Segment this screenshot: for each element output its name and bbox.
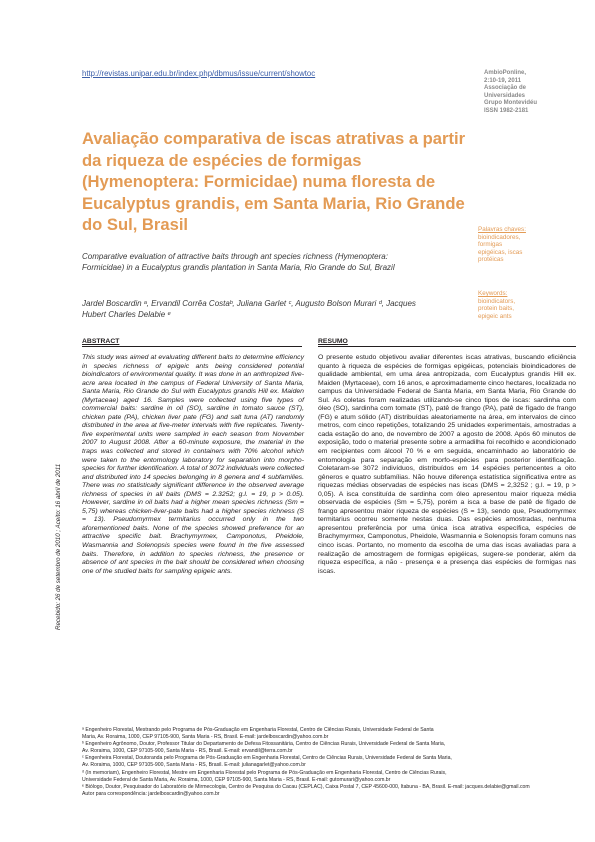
keyword: protein baits, [478, 305, 515, 313]
keyword: epigéicas, iscas [478, 248, 523, 256]
journal-line: Universidades [484, 92, 526, 99]
resumo-divider [318, 346, 576, 347]
issue-toc-link[interactable]: http://revistas.unipar.edu.br/index.php/dbmus/issue/current/showtoc [82, 69, 316, 78]
abstract-divider [82, 346, 302, 347]
keywords-pt [478, 226, 578, 264]
footnote-line: ᵃ Engenheiro Florestal, Mestrando pelo Programa de Pós-Graduação em Engenharia Florestal, Centro de Ciências Rurais, Universidade Federal de Santa [82, 727, 434, 733]
journal-line: 2:10-19, 2011 [484, 77, 522, 84]
author-list: Jardel Boscardin ᵃ, Ervandil Corrêa Costaᵇ, Juliana Garlet ᶜ, Augusto Bolson Murari ᵈ, Jacques Hubert Charles Delabie ᵉ [82, 299, 416, 319]
footnote-line: ᵇ Engenheiro Agrônomo, Doutor, Professor Titular do Departamento de Defesa Fitossanitária, Centro de Ciências Rurais, Universidade Federal de Santa Maria, [82, 741, 446, 748]
abstract-heading: ABSTRACT [82, 338, 120, 345]
keyword: formigas [478, 241, 503, 249]
english-title: Comparative evaluation of attractive baits through ant species richness (Hymenoptera: Formicidae) in a Eucalyptus grandis plantation in Santa Maria, Rio Grande do Sul, Brazil [82, 252, 395, 272]
keyword: bioindicadores, [478, 233, 521, 241]
journal-info [484, 70, 579, 116]
footnote-line: Universidade Federal de Santa Maria, Av. Roraima, 1000, CEP 97105-900, Santa Maria - RS, Brasil. E-mail: gutomurari@yahoo.com.br [82, 776, 391, 783]
keywords-pt-label: Palavras chaves: [478, 226, 526, 233]
footnote-line: ᶜ Engenheira Florestal, Doutoranda pelo Programa de Pós-Graduação em Engenharia Florestal, Centro de Ciências Rurais, Universidade Federal de Santa Maria, [82, 755, 452, 762]
received-accepted-note: Recebido: 26 de setembro de 2010 ; Aceito: 16 abril de 2011 [55, 463, 62, 630]
resumo-heading: RESUMO [318, 338, 348, 345]
footnotes [82, 727, 578, 798]
keywords-en [478, 290, 578, 320]
footnote-line: ᵉ Biólogo, Doutor, Pesquisador do Laboratório de Mirmecologia, Centro de Pesquisa do Cacau (CEPLAC), Caixa Postal 7, CEP 45600-000, Itabuna - BA, Brasil. E-mail: jacques.delabie@gmail.com [82, 783, 530, 790]
keyword: epigeic ants [478, 312, 512, 320]
keywords-en-label: Keywords: [478, 290, 508, 297]
article-title: Avaliação comparativa de iscas atrativas a partir da riqueza de espécies de formigas (Hymenoptera: Formicidae) numa floresta de Eucalyptus grandis, em Santa Maria, Rio Grande do Sul, Brasil [82, 129, 466, 235]
journal-line: Associação de [484, 85, 527, 92]
keyword: bioindicators, [478, 297, 516, 305]
keyword: protéicas [478, 256, 504, 264]
footnote-line: Maria, Av. Roraima, 1000, CEP 97105-900, Santa Maria - RS, Brasil. E-mail: jardelboscardin@yahoo.com.br [82, 734, 329, 741]
journal-line: AmbioPonline, [484, 70, 526, 76]
corresponding-author: Autor para correspondência: jardelboscardin@yahoo.com.br [82, 790, 220, 797]
resumo-text: O presente estudo objetivou avaliar diferentes iscas atrativas, buscando eficiência quanto à riqueza de espécies de formigas epigéicas, potenciais bioindicadores de qualidade ambiental, em uma área antropizada, com Eucalyptus grandis Hill ex. Maiden (Myrtaceae), com 16 anos, e aproximadamente cinco hectares, localizada no campus da Universidade Federal de Santa Maria, em Santa Maria, Rio Grande do Sul. As coletas foram realizadas utilizando-se cinco tipos de iscas: sardinha com óleo (SO), sardinha com tomate (ST), patê de frango (PA), patê de fígado de frango (FG) e atum sólido (AT) distribuídas aleatoriamente na área, em intervalos de cinco metros, com cinco repetições, totalizando 25 unidades experimentais, amostradas a cada estação do ano, de novembro de 2007 a agosto de 2008. Após 60 minutos de exposição, todo o material presente sobre a armadilha foi recolhido e acondicionado em recipientes com álcool 70 % e em seguida, encaminhado ao laboratório de entomologia para separação em morfo-espécies para posterior identificação. Coletaram-se 3072 indivíduos, distribuídos em 14 espécies pertencentes a oito gêneros e quatro subfamílias. Não houve diferença estatística significativa entre as riquezas médias observadas de espécies nas iscas (DMS = 2,3252 ; g.l. = 19, p > 0,05). A isca constituída de sardinha com óleo apresentou maior riqueza média observada de espécies (Sm = 5,75), porém a isca a base de patê de fígado de frango apresentou maior riqueza de espécies (S = 13), sendo que, Pseudomyrmex termitarius ocorreu somente nestas duas. Das espécies amostradas, nenhuma apresentou preferência por uma única isca atrativa específica, espécies de Brachymyrmex, Camponotus, Pheidole, Wasmannia e Solenopsis foram comuns nas cinco iscas. Portanto, no momento da escolha de uma das iscas avaliadas para a realização de amostragem de formigas epigéicas, sugere-se ponderar, além da riqueza específica, a não - presença e a presença das espécies de formigas nas iscas. [318, 354, 576, 575]
journal-line: Grupo Montevidéu [484, 100, 537, 107]
abstract-text: This study was aimed at evaluating different baits to determine efficiency in species richness of epigeic ants being considered potential bioindicators of environmental quality. It was done in an anthropized five-acre area located in the campus of Federal University of Santa Maria, Santa Maria, Rio Grande do Sul with Eucalyptus grandis Hill ex. Maiden (Myrtaceae) aged 16. Samples were collected using five types of commercial baits: sardine in oil (SO), sardine in tomato sauce (ST), chicken pate (PA), chicken liver pate (FG) and salt tuna (AT) randomly distributed in the area at five-meter intervals with five replicates. Twenty-five experimental units were sampled in each season from November 2007 to August 2008. After a 60-minute exposure, the material in the traps was collected and stored in containers with 70% alcohol which were taken to the entomology laboratory for separation into morpho-species for further identification. A total of 3072 individuals were collected and distributed into 14 species belonging in 8 genera and 4 subfamilies. There was no statistically significant difference in the observed average richness of species in all baits (DMS = 2.3252; g.l. = 19, p > 0.05). However, sardine in oil baits had a higher mean species richness (Sm = 5,75) whereas chicken-liver-pate baits had a higher species richness (S = 13). Pseudomyrmex termitarius occurred only in the two aforementioned baits. None of the species showed preference for an attractive specific bait. Brachymyrmex, Camponotus, Pheidole, Wasmannia and Solenopsis species were found in the five assessed baits. Therefore, in addition to species richness, the presence or absence of ant species in the bait should be considered when choosing one of the studied baits for sampling epigeic ants. [82, 354, 304, 575]
footnote-line: Av. Roraima, 1000, CEP 97105-900, Santa Maria - RS, Brasil. E-mail: julianagarlet@yahoo.com.br [82, 762, 306, 769]
footnote-line: Av. Roraima, 1000, CEP 97105-900, Santa Maria - RS, Brasil. E-mail: ervandil@terra.com.br [82, 748, 293, 755]
journal-line: ISSN 1982-2181 [484, 107, 529, 114]
footnote-line: ᵈ (In memoriam), Engenheiro Florestal, Mestre em Engenharia Florestal pelo Programa de Pós-Graduação em Engenharia Florestal, Centro de Ciências Rurais, [82, 769, 447, 776]
